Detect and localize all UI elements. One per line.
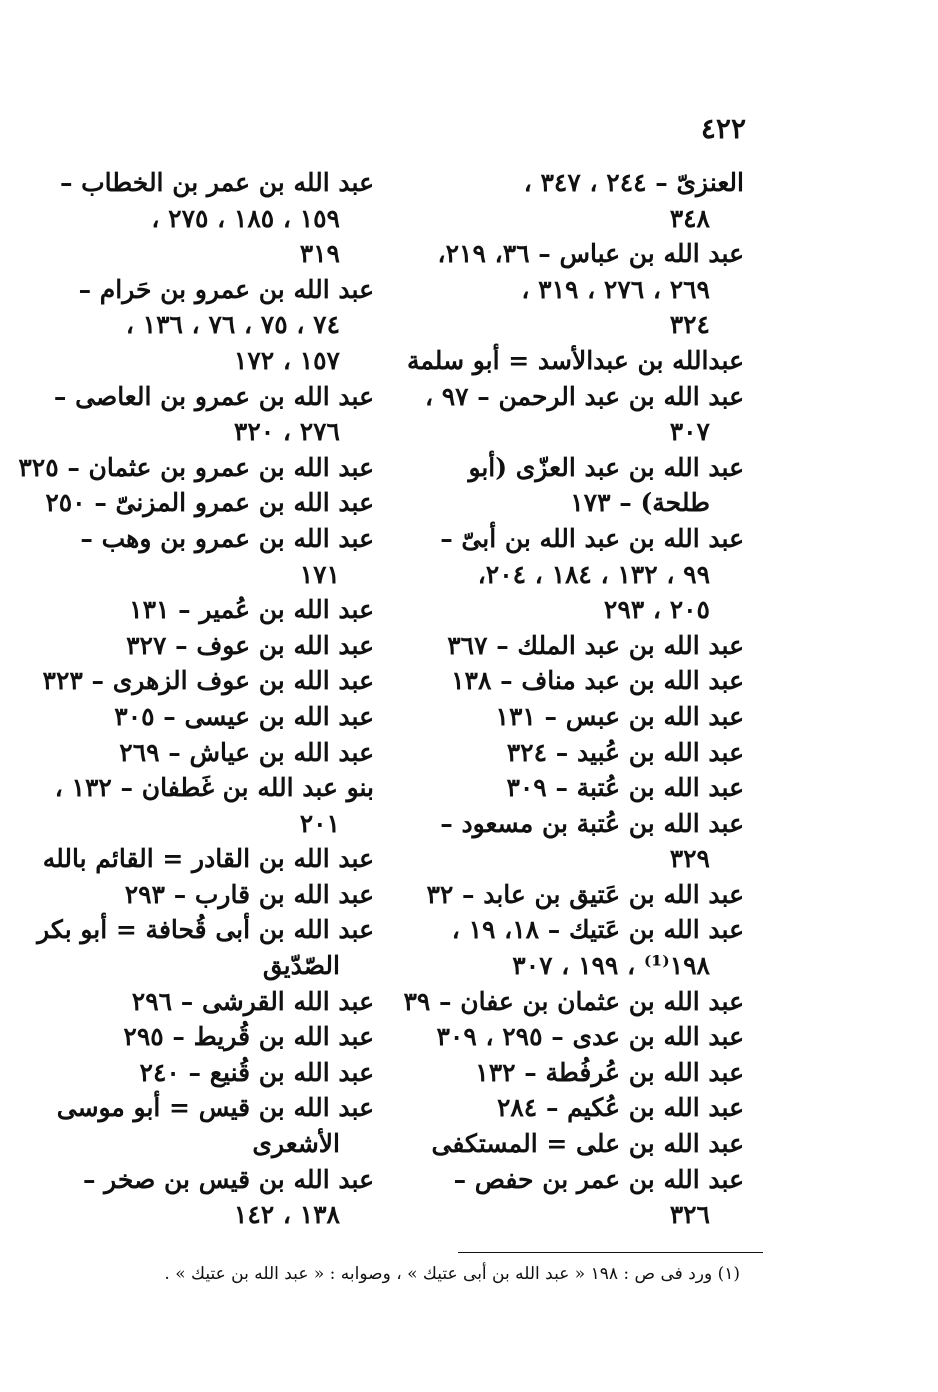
index-column-right xyxy=(403,165,744,1233)
index-entry: عبد الله بن قيس = أبو موسى xyxy=(56,1093,374,1123)
index-entry-continuation: ٢٦٩ ، ٢٧٦ ، ٣١٩ ، xyxy=(521,274,710,304)
index-entry-continuation: ٣٢٤ xyxy=(669,310,710,340)
index-entry-continuation: ٢٠١ xyxy=(299,808,340,838)
index-entry: العنزىّ – ٢٤٤ ، ٣٤٧ ، xyxy=(523,168,744,197)
index-entry: عبد الله بن عُمير – ١٣١ xyxy=(129,595,374,625)
index-entry: عبد الله بن عبد الملك – ٣٦٧ xyxy=(447,630,744,660)
index-entry-continuation: الأشعرى xyxy=(252,1129,340,1159)
index-entry: عبد الله بن عياش – ٢٦٩ xyxy=(119,737,374,767)
index-entry: عبد الله بن عدى – ٢٩٥ ، ٣٠٩ xyxy=(436,1022,744,1052)
index-entry-continuation: ١٥٩ ، ١٨٥ ، ٢٧٥ ، xyxy=(151,203,340,233)
index-entry: عبد الله بن عمرو بن عثمان – ٣٢٥ xyxy=(18,452,374,482)
index-entry: عبد الله بن عباس – ٣٦، ٢١٩، xyxy=(437,239,744,269)
index-entry-continuation: ٣٤٨ xyxy=(669,203,710,233)
index-entry-continuation: ٣٢٩ xyxy=(669,844,710,874)
index-entry: عبد الله بن عمرو بن العاصى – xyxy=(53,381,374,411)
index-entry: عبد الله بن عمرو بن وهب – xyxy=(80,523,374,553)
index-entry: عبد الله بن عمر بن الخطاب – xyxy=(59,168,374,197)
footnote-divider xyxy=(458,1252,763,1253)
index-entry-continuation: ١٣٨ ، ١٤٢ xyxy=(233,1200,340,1230)
index-entry-continuation: ١٥٧ ، ١٧٢ xyxy=(233,345,340,375)
index-entry-continuation: ٣٢٦ xyxy=(669,1200,710,1230)
index-column-left xyxy=(18,165,374,1233)
index-entry-continuation: ١٧١ xyxy=(299,559,340,589)
index-entry: عبد الله بن عَتيك – ١٨، ١٩ ، xyxy=(451,915,744,945)
index-entry: عبد الله بن عُكيم – ٢٨٤ xyxy=(496,1093,744,1123)
index-entry: عبد الله بن قُريط – ٢٩٥ xyxy=(123,1022,374,1052)
index-entry: عبد الله بن عوف – ٣٢٧ xyxy=(126,630,374,660)
index-entry: عبد الله بن عُتبة – ٣٠٩ xyxy=(506,773,744,803)
index-entry-continuation: ٣٠٧ xyxy=(669,417,710,447)
index-entry: عبد الله بن عثمان بن عفان – ٣٩ xyxy=(403,986,744,1016)
index-entry: عبد الله بن عُتبة بن مسعود – xyxy=(440,808,744,838)
index-entry: عبد الله بن عُبيد – ٣٢٤ xyxy=(506,737,744,767)
index-entry: عبد الله بن على = المستكفى xyxy=(431,1129,744,1159)
index-entry: عبد الله بن عُرفُطة – ١٣٢ xyxy=(475,1057,744,1087)
index-entry-continuation: ٢٠٥ ، ٢٩٣ xyxy=(603,595,710,625)
index-entry-continuation: ٧٤ ، ٧٥ ، ٧٦ ، ١٣٦ ، xyxy=(125,310,340,340)
footnote: (١) ورد فى ص : ١٩٨ « عبد الله بن أبى عتيك » ، وصوابه : « عبد الله بن عتيك » . xyxy=(164,1264,740,1284)
index-entry: عبد الله بن عبد العزّى (أبو xyxy=(468,452,744,482)
index-entry: عبد الله بن عيسى – ٣٠٥ xyxy=(114,701,374,731)
index-entry: عبد الله بن قيس بن صخر – xyxy=(82,1164,374,1194)
index-entry-continuation: الصّدّيق xyxy=(262,951,340,981)
index-entry-continuation: ٩٩ ، ١٣٢ ، ١٨٤ ، ٢٠٤، xyxy=(477,559,710,589)
index-entry: بنو عبد الله بن غَطفان – ١٣٢ ، xyxy=(54,773,374,803)
index-entry: عبد الله بن عبس – ١٣١ xyxy=(495,701,744,731)
index-entry: عبد الله بن قارب – ٢٩٣ xyxy=(124,879,374,909)
index-entry: عبد الله بن أبى قُحافة = أبو بكر xyxy=(37,915,374,945)
page-number: ٤٢٢ xyxy=(700,112,746,145)
index-entry-continuation: ٢٧٦ ، ٣٢٠ xyxy=(233,417,340,447)
index-entry-continuation: ١٩٨⁽¹⁾ ، ١٩٩ ، ٣٠٧ xyxy=(512,951,710,981)
index-entry: عبد الله بن عبد مناف – ١٣٨ xyxy=(451,666,744,696)
index-entry: عبد الله بن عَتيق بن عابد – ٣٢ xyxy=(426,879,744,909)
index-entry: عبد الله بن عمر بن حفص – xyxy=(453,1164,744,1194)
index-entry-continuation: طلحة) – ١٧٣ xyxy=(570,488,710,518)
index-entry-continuation: ٣١٩ xyxy=(299,239,340,269)
index-entry: عبد الله القرشى – ٢٩٦ xyxy=(131,986,374,1016)
index-entry: عبد الله بن عوف الزهرى – ٣٢٣ xyxy=(42,666,374,696)
index-entry: عبد الله بن قُنيع – ٢٤٠ xyxy=(139,1057,374,1087)
index-entry: عبد الله بن عبد الله بن أبىّ – xyxy=(440,523,744,553)
index-entry: عبد الله بن عمرو بن حَرام – xyxy=(78,274,374,304)
index-entry: عبد الله بن عمرو المزنىّ – ٢٥٠ xyxy=(45,488,374,518)
index-entry: عبد الله بن عبد الرحمن – ٩٧ ، xyxy=(424,381,744,411)
index-entry: عبدالله بن عبدالأسد = أبو سلمة xyxy=(406,345,744,375)
index-entry: عبد الله بن القادر = القائم بالله xyxy=(42,844,374,874)
